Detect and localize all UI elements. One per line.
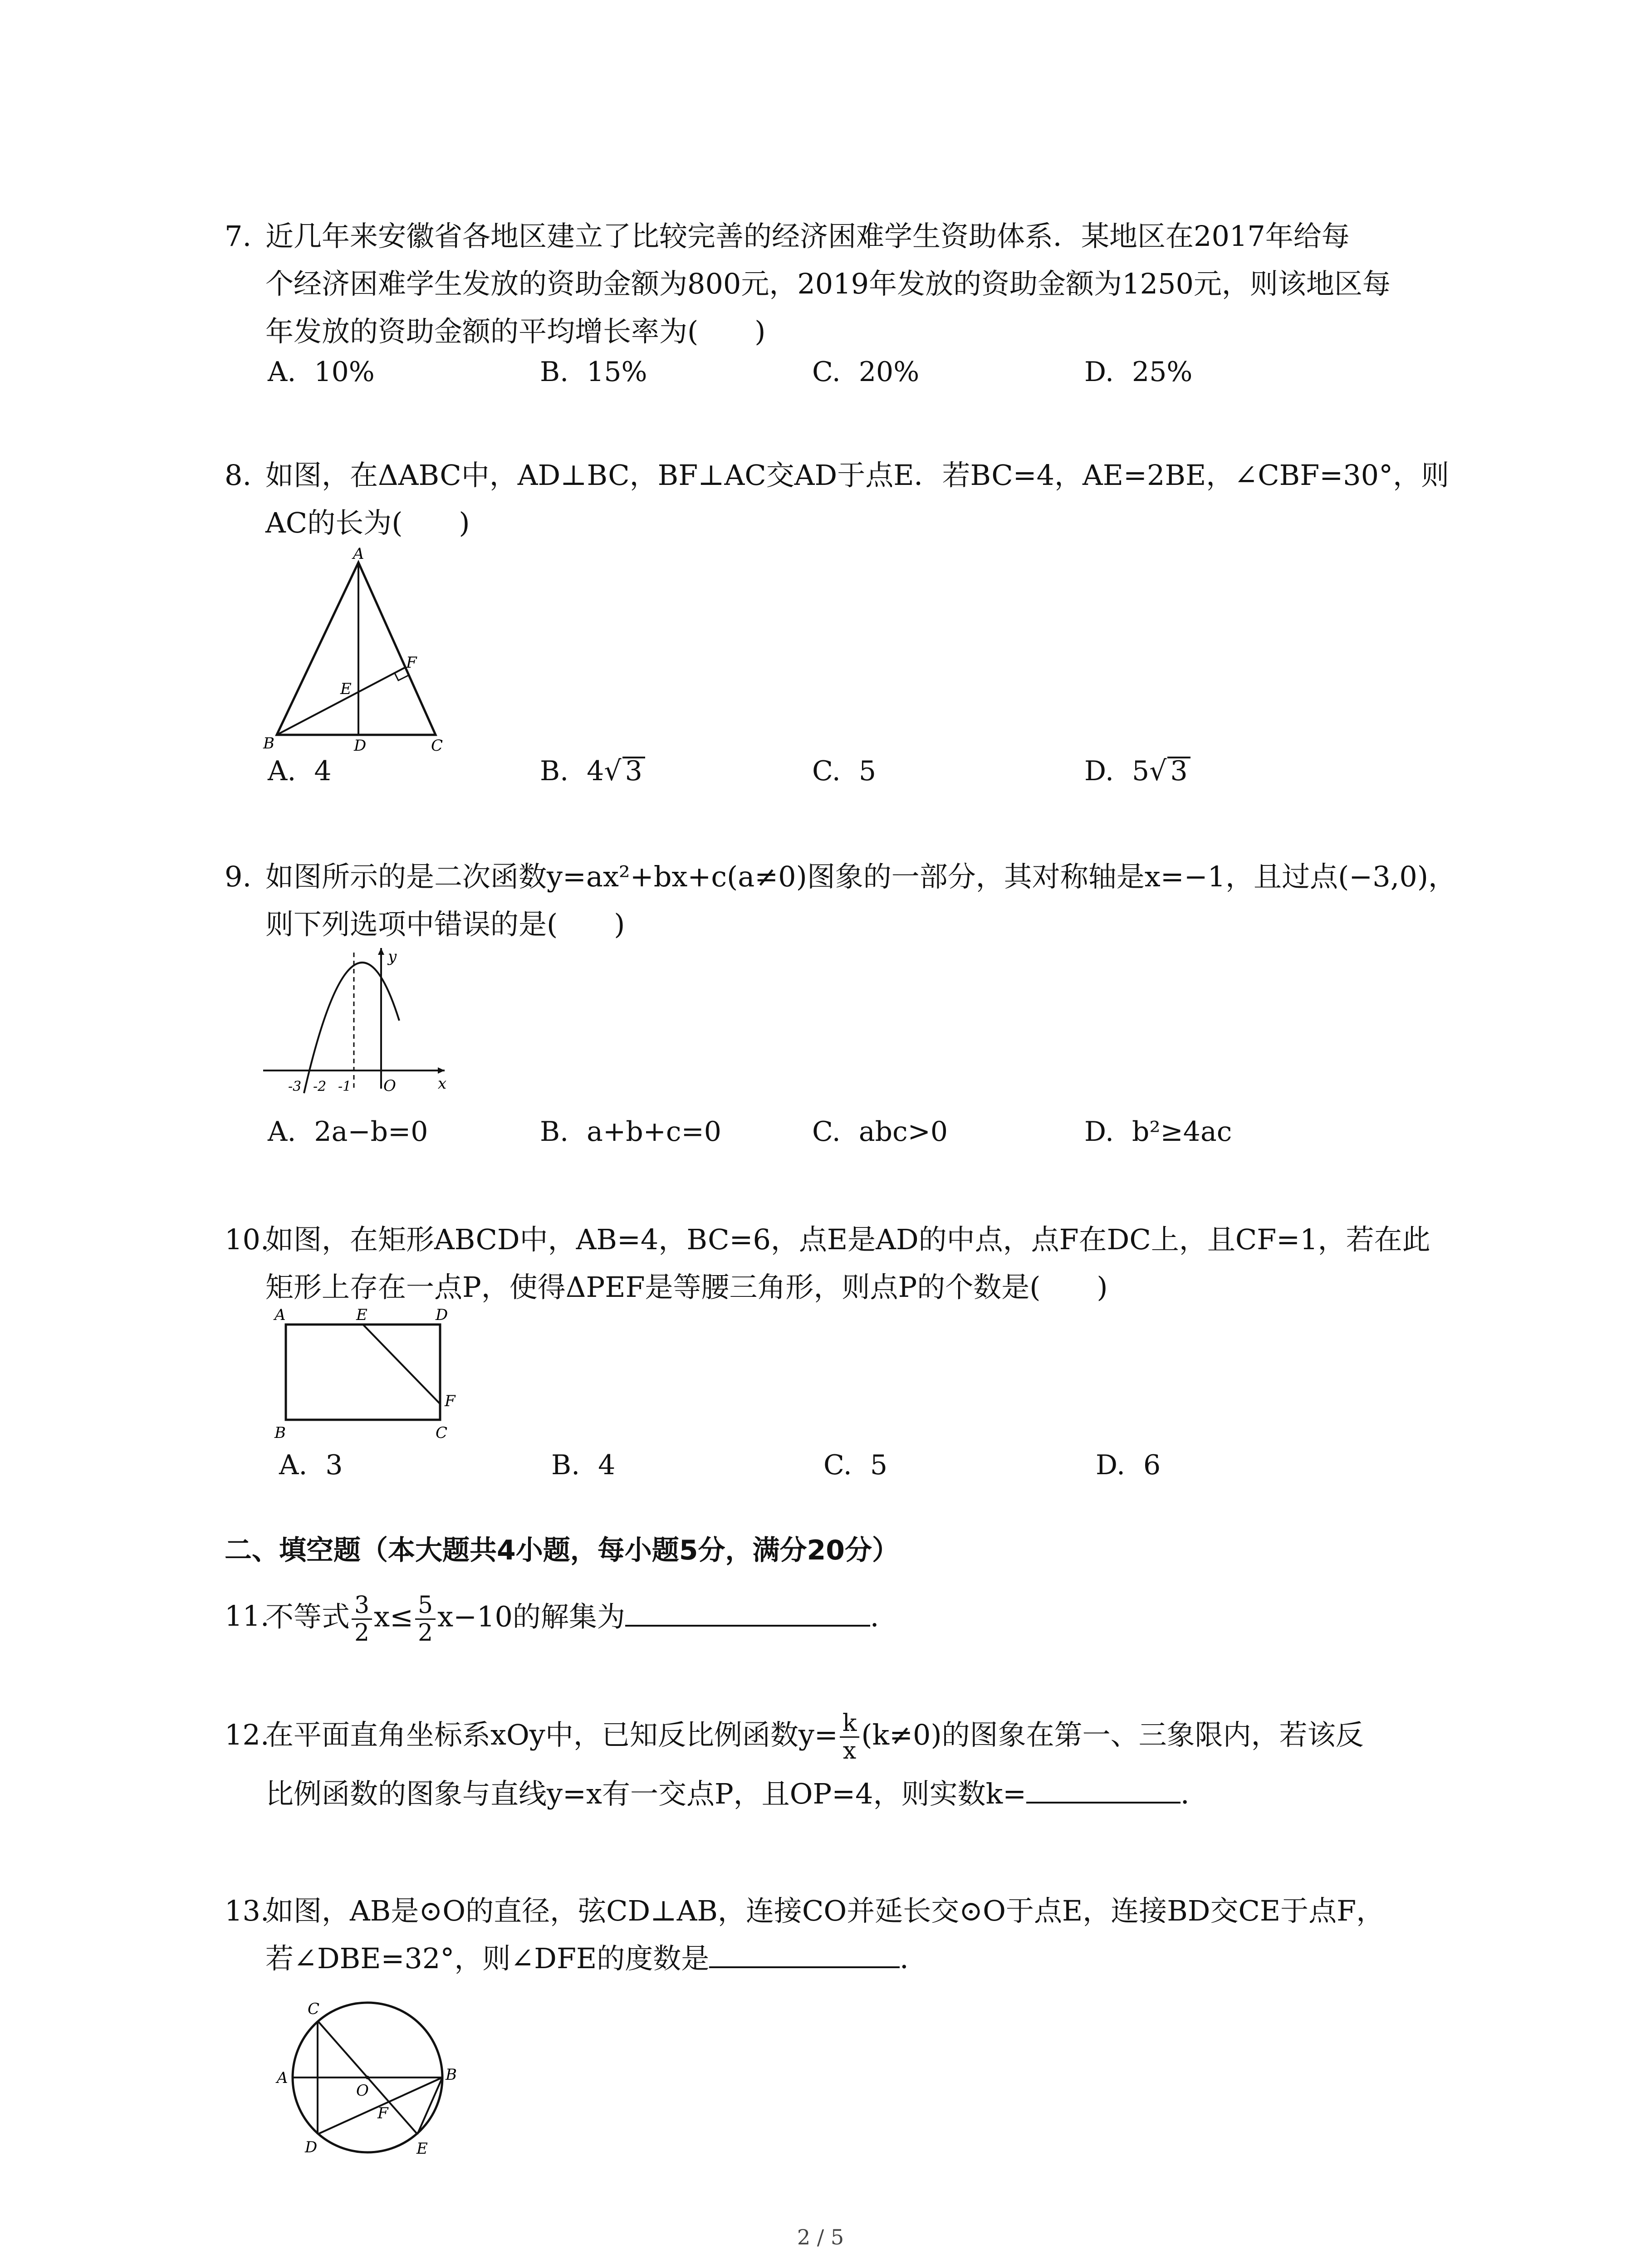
option-a[interactable]: A. 3 xyxy=(279,1449,343,1481)
fraction: $\frac{5}{2}$ xyxy=(415,1592,436,1646)
option-a[interactable]: A. 10% xyxy=(268,356,375,388)
question-8 xyxy=(225,451,1450,547)
question-text-line: 则下列选项中错误的是( ) xyxy=(265,908,625,941)
question-text-line: 如图所示的是二次函数y=ax²+bx+c(a≠0)图象的一部分，其对称轴是x=−1，且过点(−3,0)， xyxy=(265,860,1457,893)
question-7-options xyxy=(268,356,1447,401)
option-a[interactable]: A. 4 xyxy=(268,755,332,787)
option-c[interactable]: C. 20% xyxy=(812,356,920,388)
question-number: 8. xyxy=(225,459,252,492)
option-c[interactable]: C. 5 xyxy=(823,1449,888,1481)
label-origin: O xyxy=(383,1077,396,1095)
label-a: A xyxy=(277,2069,288,2087)
label-b: B xyxy=(263,734,274,753)
question-9-options xyxy=(268,1116,1447,1161)
option-c[interactable]: C. 5 xyxy=(812,755,877,787)
label-e: E xyxy=(340,680,352,698)
option-b[interactable]: B. a+b+c=0 xyxy=(540,1116,721,1148)
answer-blank[interactable] xyxy=(1026,1773,1181,1804)
label-f: F xyxy=(406,654,417,672)
answer-blank[interactable] xyxy=(625,1596,870,1627)
question-10 xyxy=(225,1216,1450,1311)
option-d[interactable]: D. 6 xyxy=(1096,1449,1161,1481)
sqrt-sign: √ xyxy=(604,755,622,787)
question-text-line: 矩形上存在一点P，使得ΔPEF是等腰三角形，则点P的个数是( ) xyxy=(265,1271,1108,1304)
label-x: x xyxy=(438,1075,447,1093)
tick-minus-2: -2 xyxy=(313,1079,327,1095)
label-d: D xyxy=(354,737,367,755)
question-number: 10. xyxy=(225,1223,269,1256)
option-c[interactable]: C. abc>0 xyxy=(812,1116,948,1148)
label-a: A xyxy=(353,545,364,563)
rectangle-figure xyxy=(272,1306,481,1442)
fraction: $\frac{k}{x}$ xyxy=(840,1710,860,1764)
label-e: E xyxy=(416,2140,428,2158)
label-c: C xyxy=(308,2000,320,2018)
label-f: F xyxy=(377,2104,388,2122)
circle-figure xyxy=(272,1982,481,2173)
question-8-options xyxy=(268,755,1447,801)
label-c: C xyxy=(436,1424,448,1442)
label-d: D xyxy=(436,1306,448,1324)
question-text-line: 个经济困难学生发放的资助金额为800元，2019年发放的资助金额为1250元，则该地区每 xyxy=(265,267,1391,300)
label-c: C xyxy=(431,737,443,755)
option-d[interactable]: D. b²≥4ac xyxy=(1084,1116,1232,1148)
question-number: 7. xyxy=(225,220,252,253)
section-heading: 二、填空题（本大题共4小题，每小题5分，满分20分） xyxy=(225,1535,899,1566)
tick-minus-3: -3 xyxy=(288,1079,302,1095)
question-number: 12. xyxy=(225,1718,269,1751)
question-11: 11. 不等式 $\frac{3}{2}$ x≤ $\frac{5}{2}$ x−10的解集为 ． xyxy=(225,1592,898,1647)
label-f: F xyxy=(445,1392,456,1410)
label-d: D xyxy=(305,2138,318,2156)
question-text-line: 近几年来安徽省各地区建立了比较完善的经济困难学生资助体系．某地区在2017年给每 xyxy=(265,220,1350,253)
answer-blank[interactable] xyxy=(709,1937,900,1968)
question-7 xyxy=(225,212,1450,355)
option-a[interactable]: A. 2a−b=0 xyxy=(268,1116,428,1148)
option-b[interactable]: B. 15% xyxy=(540,356,647,388)
question-text-line: 如图，在ΔABC中，AD⊥BC，BF⊥AC交AD于点E．若BC=4，AE=2BE，∠CBF=30°，则 xyxy=(265,459,1450,492)
label-o: O xyxy=(356,2082,369,2100)
page-number: 2 / 5 xyxy=(797,2225,844,2249)
option-d[interactable]: D. 5√ 3 xyxy=(1084,755,1190,787)
question-number: 11. xyxy=(225,1599,269,1633)
question-text-line: 如图，AB是⊙O的直径，弦CD⊥AB，连接CO并延长交⊙O于点E，连接BD交CE于点F， xyxy=(265,1894,1385,1927)
tick-minus-1: -1 xyxy=(338,1079,352,1095)
question-12: 12. 在平面直角坐标系xOy中，已知反比例函数y= $\frac{k}{x}$ (k≠0)的图象在第一、三象限内，若该反 比例函数的图象与直线y=x有一交点P，且OP=4，则实数k= ． xyxy=(225,1706,1450,1823)
option-b[interactable]: B. 4√ 3 xyxy=(540,755,645,787)
question-number: 9. xyxy=(225,860,252,893)
sqrt-sign: √ xyxy=(1149,755,1167,787)
question-10-options xyxy=(279,1449,1459,1495)
question-text-line: 如图，在矩形ABCD中，AB=4，BC=6，点E是AD的中点，点F在DC上，且CF=1，若在此 xyxy=(265,1223,1430,1256)
option-b[interactable]: B. 4 xyxy=(551,1449,616,1481)
question-13: 13. 如图，AB是⊙O的直径，弦CD⊥AB，连接CO并延长交⊙O于点E，连接BD交CE于点F， 若∠DBE=32°，则∠DFE的度数是 ． xyxy=(225,1887,1450,1982)
label-e: E xyxy=(356,1306,367,1324)
triangle-figure xyxy=(263,545,463,755)
label-b: B xyxy=(274,1424,286,1442)
label-y: y xyxy=(388,948,397,966)
question-number: 13. xyxy=(225,1894,269,1927)
fraction: $\frac{3}{2}$ xyxy=(352,1592,372,1646)
question-9 xyxy=(225,853,1457,948)
label-b: B xyxy=(446,2066,457,2084)
parabola-figure xyxy=(263,943,463,1098)
question-text-line: AC的长为( ) xyxy=(265,506,470,539)
label-a: A xyxy=(274,1306,286,1324)
option-d[interactable]: D. 25% xyxy=(1084,356,1193,388)
question-text-line: 年发放的资助金额的平均增长率为( ) xyxy=(265,315,766,348)
